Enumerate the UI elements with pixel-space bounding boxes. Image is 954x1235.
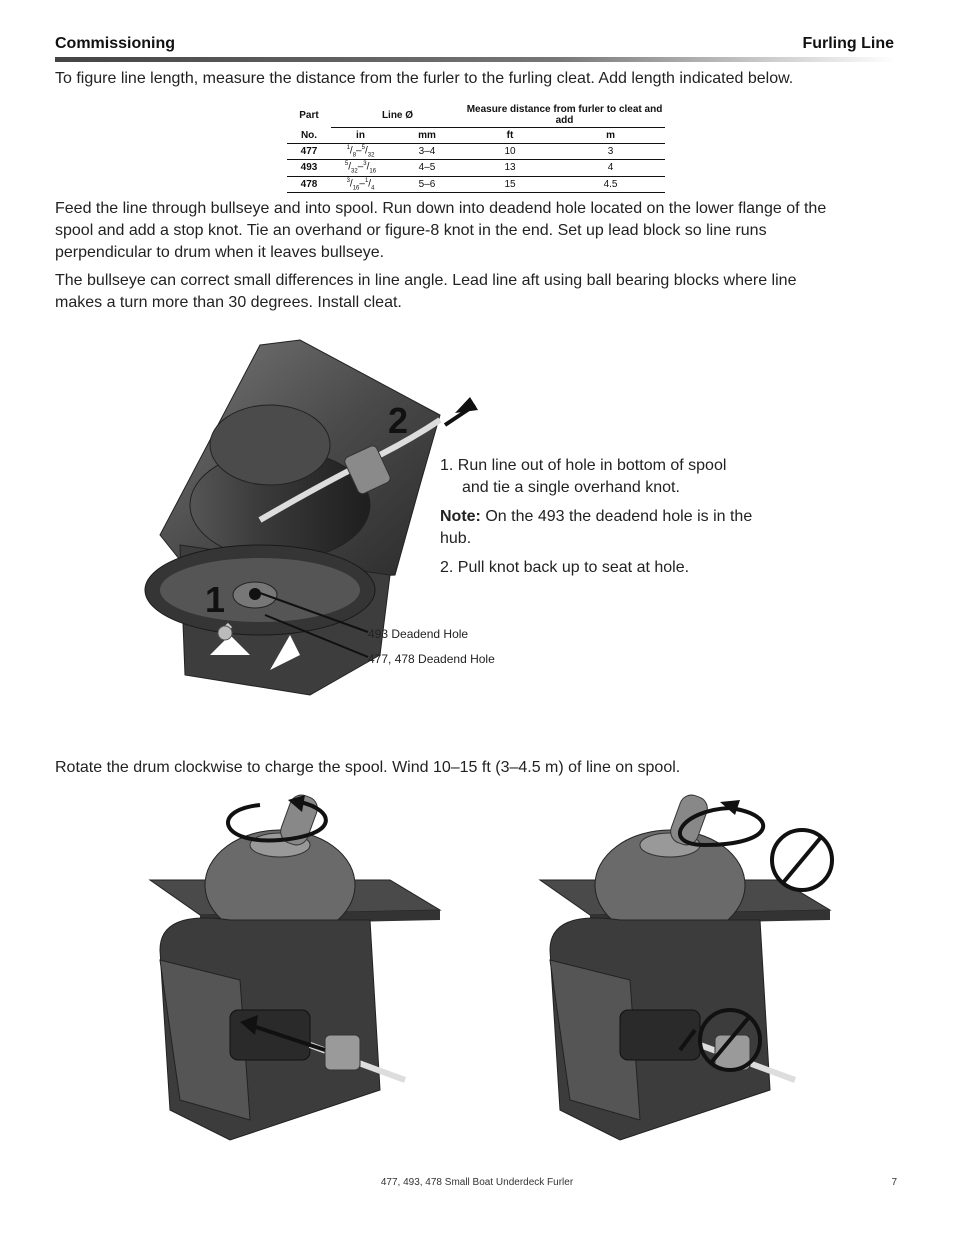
cell-part: 477 [287, 144, 331, 160]
table-row [287, 176, 665, 192]
feed-paragraph: Feed the line through bullseye and into spool. Run down into deadend hole located on the lower flange of the spool and add a stop knot. Tie an overhand or figure-8 knot in the end. Set up lead block so line runs perpendicular to drum when it leaves bullseye. [55, 200, 827, 261]
furler-clockwise-correct-illustration [140, 790, 450, 1150]
table-row [287, 160, 665, 176]
deadend-hole-marker [249, 588, 261, 600]
col-part-no: No. [287, 128, 331, 144]
header-section: Commissioning [55, 35, 176, 52]
cell-mm: 5–6 [390, 176, 464, 192]
furler-deadend-illustration [140, 335, 490, 705]
col-in: in [331, 128, 390, 144]
col-measure: Measure distance from furler to cleat and add [464, 103, 665, 128]
intro-paragraph: To figure line length, measure the distance from the furler to the furling cleat. Add length indicated below. [55, 70, 794, 87]
cell-in: $^1/_8-^5/_{32}$ [331, 144, 390, 160]
step1-text: 1. Run line out of hole in bottom of spool [440, 457, 727, 474]
table-row [287, 144, 665, 160]
cell-ft: 15 [464, 176, 556, 192]
step2-text: 2. Pull knot back up to seat at hole. [440, 559, 690, 576]
col-line: Line Ø [331, 103, 464, 128]
col-ft: ft [464, 128, 556, 144]
cell-mm: 3–4 [390, 144, 464, 160]
cell-part: 493 [287, 160, 331, 176]
line-length-table [287, 103, 665, 193]
bullseye-paragraph: The bullseye can correct small differences in line angle. Lead line aft using ball bearing blocks where line makes a turn more than 30 degrees. Install cleat. [55, 272, 797, 311]
header-rule [55, 57, 895, 62]
figure-label-2: 2 [388, 400, 409, 441]
cell-mm: 4–5 [390, 160, 464, 176]
note-text [440, 506, 760, 550]
note-body: On the 493 the deadend hole is in the hub. [440, 508, 753, 547]
step1-continued-text: and tie a single overhand knot. [462, 479, 680, 496]
page-number: 7 [891, 1177, 897, 1188]
cell-m: 3 [556, 144, 665, 160]
col-mm: mm [390, 128, 464, 144]
cell-part: 478 [287, 176, 331, 192]
note-label: Note: [440, 508, 481, 525]
cell-ft: 13 [464, 160, 556, 176]
furler-counterclockwise-incorrect-illustration [530, 790, 850, 1150]
footer-title: 477, 493, 478 Small Boat Underdeck Furler [380, 1177, 574, 1188]
col-m: m [556, 128, 665, 144]
col-part: Part [299, 109, 319, 121]
cell-in: $^3/_{16}-^1/_4$ [331, 176, 390, 192]
cell-m: 4 [556, 160, 665, 176]
rotate-paragraph: Rotate the drum clockwise to charge the spool. Wind 10–15 ft (3–4.5 m) of line on spool. [55, 759, 681, 776]
callout-493-deadend: 493 Deadend Hole [368, 627, 469, 641]
prohibited-icon [772, 830, 832, 890]
callout-477-478-deadend: 477, 478 Deadend Hole [368, 652, 495, 666]
cell-m: 4.5 [556, 176, 665, 192]
figure-label-1: 1 [205, 579, 226, 620]
cell-in: $^5/_{32}-^3/_{16}$ [331, 160, 390, 176]
header-topic: Furling Line [802, 35, 894, 52]
cell-ft: 10 [464, 144, 556, 160]
